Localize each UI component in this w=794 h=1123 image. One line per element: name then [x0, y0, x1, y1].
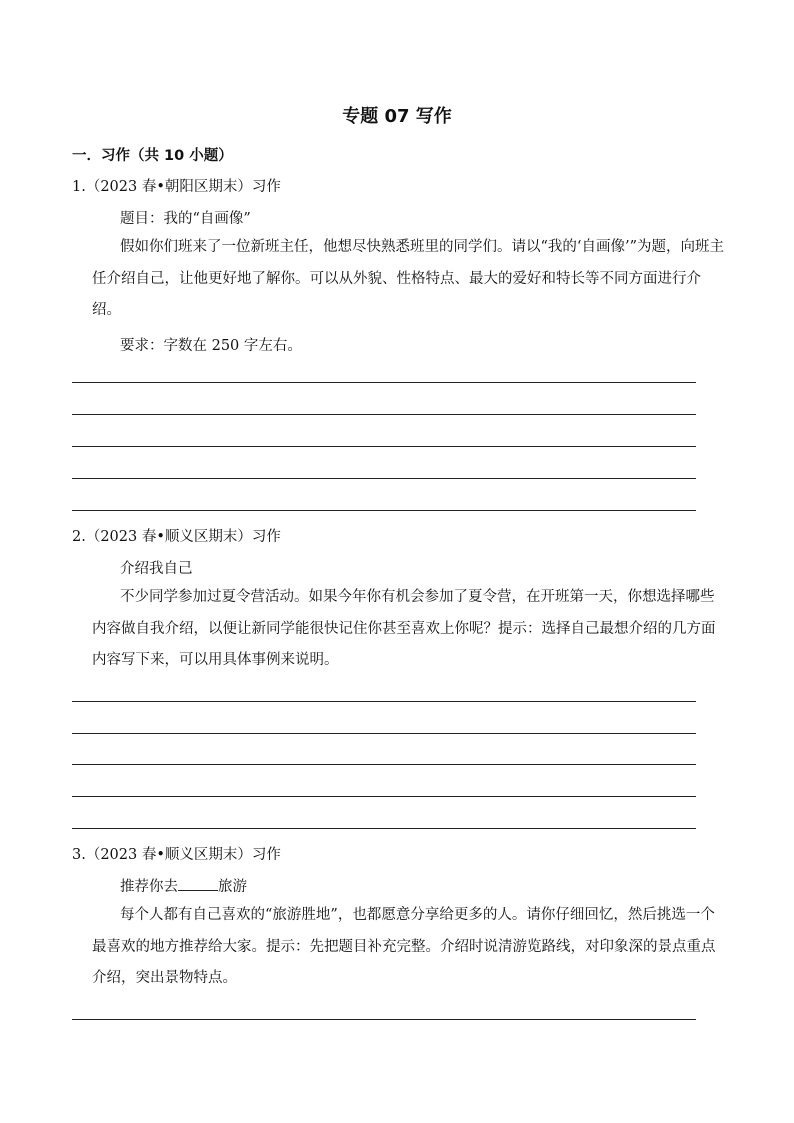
answer-line[interactable]	[72, 828, 696, 829]
question-1-header: 1.（2023 春•朝阳区期末）习作	[72, 179, 281, 195]
question-3-subtitle	[120, 875, 247, 896]
answer-line[interactable]	[72, 1019, 696, 1020]
answer-line[interactable]	[72, 446, 696, 447]
question-2-subtitle: 介绍我自己	[120, 561, 193, 577]
question-1-requirement: 要求：字数在 250 字左右。	[120, 338, 302, 354]
question-1-body: 假如你们班来了一位新班主任，他想尽快熟悉班里的同学们。请以“我的‘自画像’”为题，向班主任介绍自己，让他更好地了解你。可以从外貌、性格特点、最大的爱好和特长等不同方面进行介绍。	[92, 239, 725, 318]
answer-line[interactable]	[72, 510, 696, 511]
page-title: 专题 07 写作	[342, 106, 452, 127]
question-3-body: 每个人都有自己喜欢的“旅游胜地”，也都愿意分享给更多的人。请你仔细回忆，然后挑选一个最喜欢的地方推荐给大家。提示：先把题目补充完整。介绍时说清游览路线，对印象深的景点重点介绍，突出景物特点。	[92, 907, 716, 986]
answer-line[interactable]	[72, 764, 696, 765]
answer-line[interactable]	[72, 701, 696, 702]
answer-line[interactable]	[72, 414, 696, 415]
fill-in-blank[interactable]	[178, 876, 218, 891]
question-2-body: 不少同学参加过夏令营活动。如果今年你有机会参加了夏令营，在开班第一天，你想选择哪些内容做自我介绍，以便让新同学能很快记住你甚至喜欢上你呢？提示：选择自己最想介绍的几方面内容写下来，可以用具体事例来说明。	[92, 589, 716, 668]
section-heading: 一．习作（共 10 小题）	[72, 148, 233, 164]
question-3-subtitle-after: 旅游	[218, 879, 247, 895]
question-1-subtitle: 题目：我的“自画像”	[120, 211, 251, 227]
answer-line[interactable]	[72, 796, 696, 797]
answer-line[interactable]	[72, 733, 696, 734]
question-3-header: 3.（2023 春•顺义区期末）习作	[72, 847, 281, 863]
answer-line[interactable]	[72, 478, 696, 479]
question-3-subtitle-before: 推荐你去	[120, 879, 178, 895]
question-2-header: 2.（2023 春•顺义区期末）习作	[72, 529, 281, 545]
answer-line[interactable]	[72, 382, 696, 383]
